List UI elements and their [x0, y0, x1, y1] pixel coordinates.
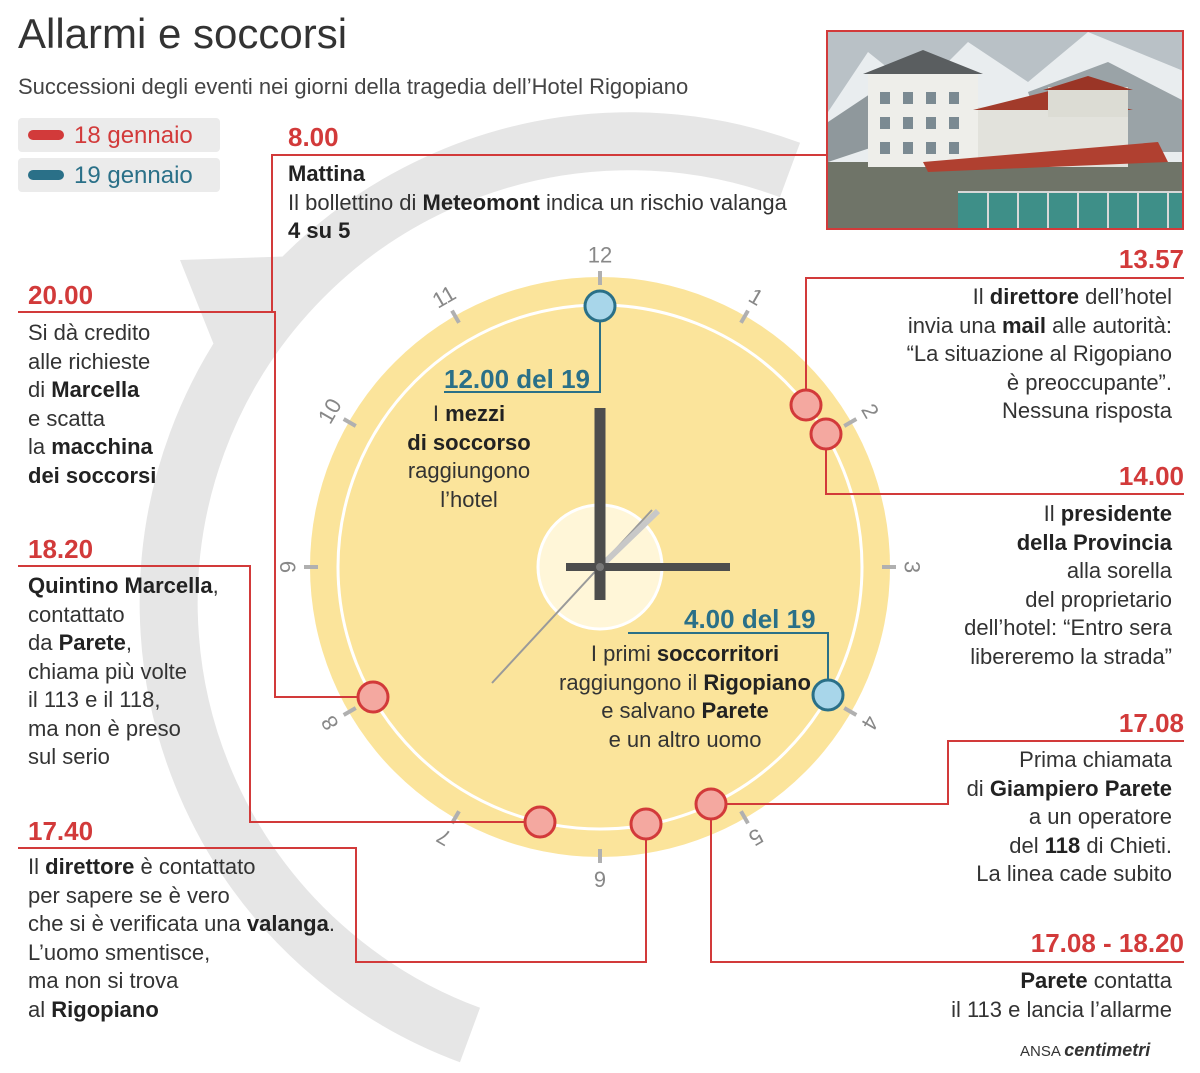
- text-run-bold: 118: [1044, 832, 1081, 858]
- text-line: [28, 433, 156, 462]
- text-line: [28, 882, 335, 911]
- clock-pivot: [596, 563, 604, 571]
- text-run-bold: 4 su 5: [288, 218, 351, 243]
- marker-1400: [811, 419, 841, 449]
- text-line: [28, 629, 219, 658]
- clock-number: 8: [315, 711, 344, 735]
- text-line: [28, 996, 335, 1025]
- text-line: [967, 746, 1172, 775]
- credit-agency: ANSA: [1020, 1043, 1061, 1060]
- text-run: ,: [125, 630, 132, 655]
- time-1708: 17.08: [1118, 708, 1184, 738]
- text-line: [964, 614, 1172, 643]
- text-line: [540, 669, 830, 698]
- event-text-1708-1820: [951, 967, 1172, 1024]
- text-run: indica un rischio valanga: [539, 189, 787, 215]
- legend-label: 18 gennaio: [74, 122, 193, 149]
- text-run-bold: Quintino Marcella: [28, 573, 213, 598]
- text-line: [28, 348, 156, 377]
- text-run: L’uomo smentisce,: [28, 939, 211, 965]
- clock-number: 5: [744, 823, 768, 852]
- credit: [1020, 1040, 1150, 1061]
- text-run: raggiungono: [407, 458, 531, 483]
- text-line: [964, 500, 1172, 529]
- text-run-bold: soccorritori: [656, 641, 780, 666]
- text-run: alla sorella: [1066, 558, 1172, 583]
- text-line: [951, 967, 1172, 996]
- text-run: ma non si trova: [28, 968, 179, 993]
- text-run: sul serio: [28, 744, 110, 769]
- text-line: [28, 686, 219, 715]
- text-run-bold: mail: [1002, 312, 1047, 338]
- time-1400: 14.00: [1118, 461, 1184, 491]
- text-run-bold: di soccorso: [407, 429, 531, 455]
- text-line: [540, 697, 830, 726]
- legend-swatch-blue: [28, 170, 64, 180]
- marker-1200-blue: [585, 291, 615, 321]
- event-text-1708: [967, 746, 1172, 889]
- text-run: I primi: [590, 641, 657, 666]
- marker-1708: [696, 789, 726, 819]
- page-title: Allarmi e soccorsi: [18, 10, 348, 57]
- text-line: [951, 996, 1172, 1025]
- text-run: a un operatore: [1028, 804, 1172, 829]
- text-line: [384, 400, 554, 429]
- text-line: [967, 860, 1172, 889]
- text-run-bold: direttore: [989, 284, 1080, 309]
- text-line: [540, 640, 830, 669]
- text-line: [28, 319, 156, 348]
- text-run: ,: [212, 573, 219, 598]
- text-line: [28, 967, 335, 996]
- text-run-bold: Parete: [701, 698, 769, 723]
- text-run: raggiungono il: [559, 669, 704, 695]
- time-2000: 20.00: [28, 280, 94, 310]
- text-line: [384, 486, 554, 515]
- text-line: [28, 601, 219, 630]
- text-run: e un altro uomo: [608, 726, 762, 752]
- legend-swatch-red: [28, 130, 64, 140]
- time-0800: 8.00: [288, 122, 339, 152]
- time-1820: 18.20: [28, 534, 94, 564]
- text-run-bold: Mattina: [288, 161, 365, 186]
- text-run-bold: direttore: [45, 854, 135, 879]
- text-run-bold: Rigopiano: [51, 996, 159, 1022]
- marker-1357: [791, 390, 821, 420]
- text-run: Si dà credito: [28, 320, 151, 345]
- text-line: [967, 775, 1172, 804]
- text-run: per sapere se è vero: [28, 882, 230, 908]
- text-line: [28, 853, 335, 882]
- text-run: del proprietario: [1025, 586, 1172, 612]
- text-run: è preoccupante”.: [1006, 369, 1172, 395]
- text-line: [967, 832, 1172, 861]
- text-run-bold: Parete: [1020, 968, 1088, 993]
- text-line: [28, 405, 156, 434]
- text-line: [28, 910, 335, 939]
- page-subtitle: Successioni degli eventi nei giorni della tragedia dell’Hotel Rigopiano: [18, 74, 689, 99]
- clock-number: 11: [427, 280, 461, 314]
- event-text-1200-19: [384, 400, 554, 514]
- text-line: [28, 743, 219, 772]
- text-line: [288, 189, 787, 218]
- text-run: La linea cade subito: [976, 861, 1172, 886]
- text-line: [28, 462, 156, 491]
- time-1708-1820: 17.08 - 18.20: [1030, 928, 1184, 958]
- text-run: ma non è preso: [28, 715, 181, 741]
- time-1357: 13.57: [1118, 244, 1184, 274]
- clock-number: 10: [312, 394, 347, 428]
- clock-number: 3: [899, 560, 925, 574]
- event-text-1740: [28, 853, 335, 1024]
- text-line: [907, 312, 1172, 341]
- hotel-photo: [826, 30, 1184, 230]
- text-run-bold: valanga: [246, 911, 329, 936]
- text-run: di Chieti.: [1080, 832, 1172, 858]
- text-line: [964, 529, 1172, 558]
- legend-label: 19 gennaio: [74, 162, 193, 189]
- text-run: Nessuna risposta: [1002, 398, 1172, 423]
- text-line: [28, 715, 219, 744]
- legend-item-19: [18, 158, 220, 192]
- text-line: [28, 376, 156, 405]
- text-run: che si è verificata una: [28, 911, 247, 936]
- text-run: Il: [972, 284, 990, 309]
- text-run: alle richieste: [28, 348, 151, 374]
- clock-number: 6: [593, 866, 607, 892]
- text-run: invia una: [907, 312, 1002, 338]
- event-text-1400: [964, 500, 1172, 671]
- text-run-bold: macchina: [51, 434, 153, 459]
- text-run-bold: Parete: [58, 630, 126, 655]
- text-run: di: [966, 775, 990, 801]
- text-run-bold: presidente: [1060, 501, 1172, 526]
- text-line: [967, 803, 1172, 832]
- text-line: [384, 457, 554, 486]
- text-line: [964, 586, 1172, 615]
- clock-number: 7: [432, 823, 456, 852]
- text-run-bold: mezzi: [445, 401, 506, 426]
- text-run: .: [328, 911, 335, 936]
- clock-number: 9: [275, 560, 301, 574]
- time-1200-19: 12.00 del 19: [444, 364, 590, 394]
- text-run-bold: Rigopiano: [703, 669, 811, 695]
- text-run: dell’hotel: “Entro sera: [964, 615, 1172, 640]
- clock-number: 4: [856, 711, 885, 735]
- text-run-bold: Meteomont: [422, 189, 540, 215]
- marker-1740: [631, 809, 661, 839]
- legend-item-18: [18, 118, 220, 152]
- text-run: di: [28, 377, 52, 402]
- text-run: Prima chiamata: [1019, 747, 1172, 772]
- text-run: da: [28, 630, 59, 655]
- clock-number: 2: [856, 399, 885, 423]
- text-run: la: [28, 434, 52, 459]
- text-line: [288, 160, 787, 189]
- text-line: [964, 557, 1172, 586]
- text-run-bold: della Provincia: [1016, 529, 1172, 555]
- text-run: “La situazione al Rigopiano: [906, 341, 1172, 366]
- text-run: Il: [1043, 501, 1061, 526]
- event-text-1357: [907, 283, 1172, 426]
- text-run: Il bollettino di: [288, 189, 423, 215]
- text-run: contatta: [1087, 968, 1172, 993]
- text-line: [28, 658, 219, 687]
- text-run: contattato: [28, 601, 125, 627]
- marker-1820: [525, 807, 555, 837]
- text-run: chiama più volte: [28, 658, 187, 684]
- event-text-1820: [28, 572, 219, 772]
- time-1740: 17.40: [28, 816, 94, 846]
- time-0400-19: 4.00 del 19: [684, 604, 816, 634]
- text-line: [540, 726, 830, 755]
- text-run: I: [432, 401, 446, 426]
- text-run: del: [1009, 832, 1045, 858]
- text-line: [907, 369, 1172, 398]
- marker-2000: [358, 682, 388, 712]
- clock-number: 12: [587, 242, 613, 268]
- text-run: l’hotel: [440, 486, 498, 512]
- text-run: il 113 e il 118,: [28, 687, 161, 712]
- text-run-bold: dei soccorsi: [28, 462, 157, 488]
- event-text-0800: [288, 160, 787, 246]
- text-line: [28, 572, 219, 601]
- text-run: il 113 e lancia l’allarme: [951, 996, 1172, 1022]
- text-line: [907, 283, 1172, 312]
- text-run-bold: Marcella: [51, 377, 140, 402]
- text-run: dell’hotel: [1079, 284, 1172, 309]
- text-run-bold: Giampiero Parete: [989, 775, 1172, 801]
- text-run: libereremo la strada”: [970, 643, 1172, 669]
- event-text-0400-19: [540, 640, 830, 754]
- event-text-2000: [28, 319, 156, 490]
- text-run: Il: [28, 854, 46, 879]
- text-line: [28, 939, 335, 968]
- credit-brand: centimetri: [1064, 1040, 1151, 1060]
- text-run: al: [28, 996, 52, 1022]
- text-line: [288, 217, 787, 246]
- text-run: alle autorità:: [1046, 312, 1172, 338]
- text-line: [964, 643, 1172, 672]
- text-line: [907, 340, 1172, 369]
- text-run: e salvano: [601, 698, 702, 723]
- text-line: [907, 397, 1172, 426]
- text-line: [384, 429, 554, 458]
- clock-number: 1: [744, 282, 768, 311]
- text-run: e scatta: [28, 405, 106, 431]
- text-run: è contattato: [134, 854, 256, 879]
